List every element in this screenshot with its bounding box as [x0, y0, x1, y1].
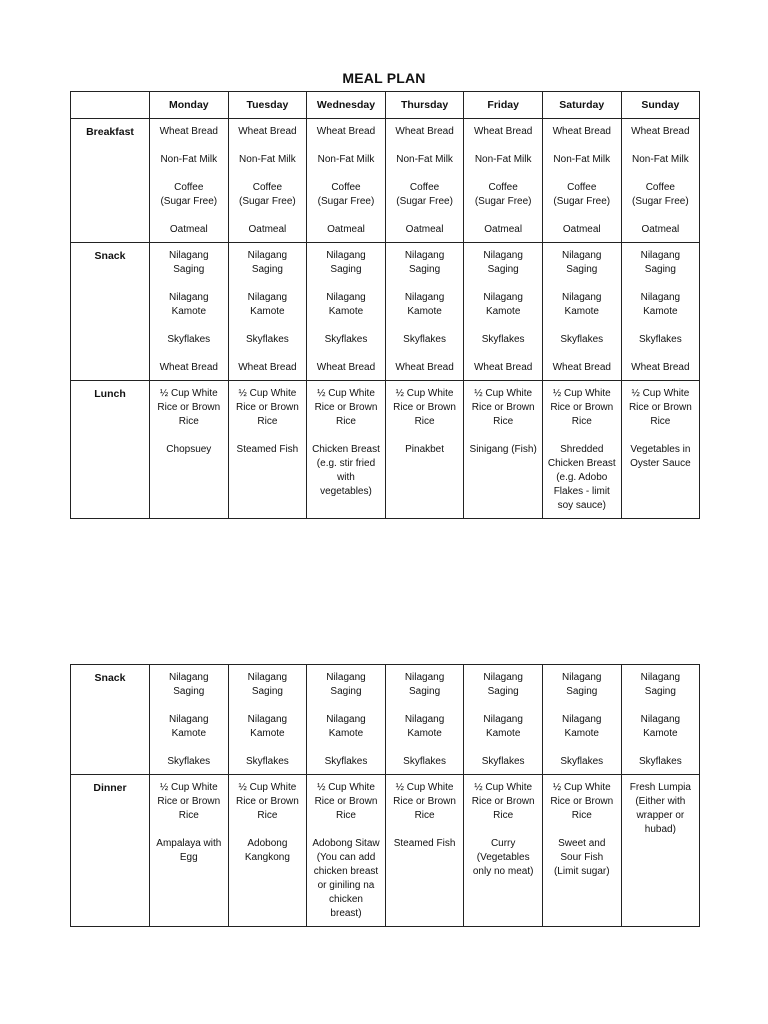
- food-item: Skyflakes: [403, 334, 446, 345]
- food-item: Nilagang Saging: [247, 672, 288, 697]
- food-item: Nilagang Saging: [404, 672, 445, 697]
- day-header-row: [71, 92, 700, 119]
- food-item: Skyflakes: [403, 756, 446, 767]
- meal-cell-friday: [464, 243, 543, 381]
- food-item: Coffee (Sugar Free): [317, 182, 375, 207]
- food-item: Non-Fat Milk: [632, 154, 689, 165]
- food-item: ½ Cup White Rice or Brown Rice: [393, 388, 456, 427]
- food-item: ½ Cup White Rice or Brown Rice: [314, 782, 378, 821]
- food-item: Skyflakes: [481, 334, 525, 345]
- food-item: Nilagang Saging: [247, 250, 288, 275]
- food-item: Skyflakes: [638, 756, 682, 767]
- food-item: ½ Cup White Rice or Brown Rice: [157, 388, 221, 427]
- food-item: Skyflakes: [638, 334, 682, 345]
- food-item: Nilagang Saging: [562, 250, 602, 275]
- food-item: Nilagang Saging: [169, 672, 209, 697]
- food-item: Wheat Bread: [552, 362, 611, 373]
- food-item: ½ Cup White Rice or Brown Rice: [471, 782, 535, 821]
- meal-plan-table-2: [70, 664, 700, 927]
- food-item: Curry (Vegetables only no meat): [472, 838, 534, 877]
- page-title: MEAL PLAN: [342, 70, 426, 86]
- meal-cell-sunday: [621, 775, 700, 927]
- food-item: Skyflakes: [245, 334, 289, 345]
- meal-cell-wednesday: [307, 119, 386, 243]
- food-item: Adobong Sitaw (You can add chicken breast or giniling na chicken breast): [312, 838, 380, 919]
- food-item: Coffee (Sugar Free): [160, 182, 218, 207]
- food-item: Coffee (Sugar Free): [632, 182, 689, 207]
- day-header-saturday: Saturday: [542, 92, 621, 119]
- food-item: Fresh Lumpia (Either with wrapper or hubad): [629, 782, 691, 835]
- food-item: Coffee (Sugar Free): [396, 182, 453, 207]
- food-item: Non-Fat Milk: [239, 154, 296, 165]
- food-item: Non-Fat Milk: [553, 154, 611, 165]
- food-item: Sweet and Sour Fish (Limit sugar): [553, 838, 610, 877]
- meal-cell-saturday: [542, 775, 621, 927]
- food-item: Oatmeal: [562, 224, 601, 235]
- food-item: Skyflakes: [560, 756, 604, 767]
- meal-cell-saturday: [542, 665, 621, 775]
- meal-plan-table-1: [70, 91, 700, 519]
- food-item: Ampalaya with Egg: [156, 838, 222, 863]
- food-item: Nilagang Kamote: [247, 292, 288, 317]
- food-item: Oatmeal: [248, 224, 287, 235]
- food-item: Nilagang Saging: [326, 672, 366, 697]
- day-header-sunday: Sunday: [621, 92, 700, 119]
- food-item: Vegetables in Oyster Sauce: [630, 444, 691, 469]
- food-item: Oatmeal: [405, 224, 444, 235]
- meal-cell-tuesday: [228, 775, 307, 927]
- day-header-thursday: Thursday: [385, 92, 464, 119]
- food-item: ½ Cup White Rice or Brown Rice: [550, 388, 614, 427]
- food-item: Wheat Bread: [238, 126, 297, 137]
- food-item: Oatmeal: [327, 224, 365, 235]
- meal-label: Snack: [71, 243, 150, 381]
- meal-cell-thursday: [385, 775, 464, 927]
- food-item: Nilagang Saging: [483, 250, 523, 275]
- meal-cell-thursday: [385, 119, 464, 243]
- food-item: Wheat Bread: [395, 126, 454, 137]
- food-item: Nilagang Kamote: [483, 714, 523, 739]
- food-item: Wheat Bread: [316, 126, 376, 137]
- food-item: Nilagang Kamote: [404, 292, 445, 317]
- food-item: Skyflakes: [324, 756, 368, 767]
- food-item: Nilagang Kamote: [640, 714, 681, 739]
- corner-cell: [71, 92, 150, 119]
- food-item: ½ Cup White Rice or Brown Rice: [550, 782, 614, 821]
- food-item: Wheat Bread: [316, 362, 376, 373]
- food-item: Nilagang Kamote: [483, 292, 523, 317]
- food-item: Skyflakes: [167, 756, 211, 767]
- meal-row-dinner: [71, 775, 700, 927]
- meal-cell-friday: [464, 775, 543, 927]
- meal-cell-wednesday: [307, 381, 386, 519]
- food-item: Nilagang Kamote: [640, 292, 681, 317]
- food-item: Non-Fat Milk: [474, 154, 532, 165]
- food-item: Nilagang Kamote: [326, 714, 366, 739]
- meal-label: Dinner: [71, 775, 150, 927]
- meal-cell-tuesday: [228, 243, 307, 381]
- food-item: Nilagang Kamote: [326, 292, 366, 317]
- food-item: ½ Cup White Rice or Brown Rice: [393, 782, 456, 821]
- meal-cell-monday: [150, 243, 229, 381]
- food-item: Steamed Fish: [236, 444, 299, 455]
- meal-cell-monday: [150, 775, 229, 927]
- meal-cell-sunday: [621, 381, 700, 519]
- day-header-friday: Friday: [464, 92, 543, 119]
- meal-row-breakfast: [71, 119, 700, 243]
- food-item: ½ Cup White Rice or Brown Rice: [628, 388, 692, 427]
- food-item: Chicken Breast (e.g. stir fried with vegetables): [312, 444, 380, 497]
- meal-cell-tuesday: [228, 381, 307, 519]
- meal-cell-wednesday: [307, 665, 386, 775]
- food-item: Nilagang Kamote: [562, 714, 602, 739]
- meal-cell-monday: [150, 381, 229, 519]
- food-item: ½ Cup White Rice or Brown Rice: [314, 388, 378, 427]
- food-item: Nilagang Kamote: [562, 292, 602, 317]
- food-item: Skyflakes: [245, 756, 289, 767]
- food-item: Wheat Bread: [473, 362, 533, 373]
- food-item: Nilagang Saging: [640, 250, 681, 275]
- meal-cell-thursday: [385, 381, 464, 519]
- food-item: Skyflakes: [324, 334, 368, 345]
- food-item: Steamed Fish: [393, 838, 456, 849]
- food-item: ½ Cup White Rice or Brown Rice: [235, 388, 299, 427]
- food-item: Oatmeal: [484, 224, 523, 235]
- meal-row-snack: [71, 243, 700, 381]
- food-item: Nilagang Saging: [483, 672, 523, 697]
- food-item: Nilagang Kamote: [404, 714, 445, 739]
- meal-cell-saturday: [542, 119, 621, 243]
- meal-cell-monday: [150, 665, 229, 775]
- food-item: Skyflakes: [167, 334, 211, 345]
- meal-cell-friday: [464, 119, 543, 243]
- food-item: Nilagang Kamote: [247, 714, 288, 739]
- food-item: Nilagang Saging: [404, 250, 445, 275]
- food-item: Coffee (Sugar Free): [239, 182, 296, 207]
- meal-cell-thursday: [385, 665, 464, 775]
- food-item: ½ Cup White Rice or Brown Rice: [235, 782, 299, 821]
- food-item: Nilagang Saging: [640, 672, 681, 697]
- food-item: Oatmeal: [169, 224, 208, 235]
- food-item: Wheat Bread: [631, 362, 690, 373]
- meal-cell-friday: [464, 381, 543, 519]
- day-header-tuesday: Tuesday: [228, 92, 307, 119]
- meal-cell-friday: [464, 665, 543, 775]
- meal-label: Breakfast: [71, 119, 150, 243]
- food-item: Non-Fat Milk: [160, 154, 218, 165]
- meal-cell-sunday: [621, 119, 700, 243]
- meal-cell-sunday: [621, 243, 700, 381]
- day-header-monday: Monday: [150, 92, 229, 119]
- day-header-wednesday: Wednesday: [307, 92, 386, 119]
- meal-label: Snack: [71, 665, 150, 775]
- meal-row-lunch: [71, 381, 700, 519]
- food-item: Nilagang Kamote: [169, 714, 209, 739]
- food-item: Non-Fat Milk: [317, 154, 375, 165]
- food-item: Wheat Bread: [395, 362, 454, 373]
- food-item: Chopsuey: [166, 444, 212, 455]
- food-item: Sinigang (Fish): [469, 444, 537, 455]
- meal-cell-thursday: [385, 243, 464, 381]
- food-item: Shredded Chicken Breast (e.g. Adobo Flakes - limit soy sauce): [547, 444, 616, 511]
- food-item: Nilagang Kamote: [169, 292, 209, 317]
- meal-row-snack: [71, 665, 700, 775]
- meal-cell-tuesday: [228, 119, 307, 243]
- food-item: Wheat Bread: [631, 126, 690, 137]
- food-item: Wheat Bread: [238, 362, 297, 373]
- food-item: Pinakbet: [405, 444, 445, 455]
- food-item: Oatmeal: [641, 224, 680, 235]
- food-item: ½ Cup White Rice or Brown Rice: [471, 388, 535, 427]
- food-item: ½ Cup White Rice or Brown Rice: [157, 782, 221, 821]
- food-item: Skyflakes: [560, 334, 604, 345]
- meal-label: Lunch: [71, 381, 150, 519]
- food-item: Nilagang Saging: [562, 672, 602, 697]
- meal-cell-monday: [150, 119, 229, 243]
- food-item: Coffee (Sugar Free): [474, 182, 532, 207]
- food-item: Wheat Bread: [552, 126, 611, 137]
- food-item: Wheat Bread: [473, 126, 533, 137]
- food-item: Nilagang Saging: [169, 250, 209, 275]
- food-item: Nilagang Saging: [326, 250, 366, 275]
- meal-cell-saturday: [542, 381, 621, 519]
- food-item: Skyflakes: [481, 756, 525, 767]
- food-item: Adobong Kangkong: [244, 838, 290, 863]
- food-item: Wheat Bread: [159, 362, 218, 373]
- food-item: Non-Fat Milk: [396, 154, 453, 165]
- meal-cell-tuesday: [228, 665, 307, 775]
- meal-cell-wednesday: [307, 775, 386, 927]
- food-item: Coffee (Sugar Free): [553, 182, 611, 207]
- meal-cell-sunday: [621, 665, 700, 775]
- meal-cell-saturday: [542, 243, 621, 381]
- meal-cell-wednesday: [307, 243, 386, 381]
- food-item: Wheat Bread: [159, 126, 218, 137]
